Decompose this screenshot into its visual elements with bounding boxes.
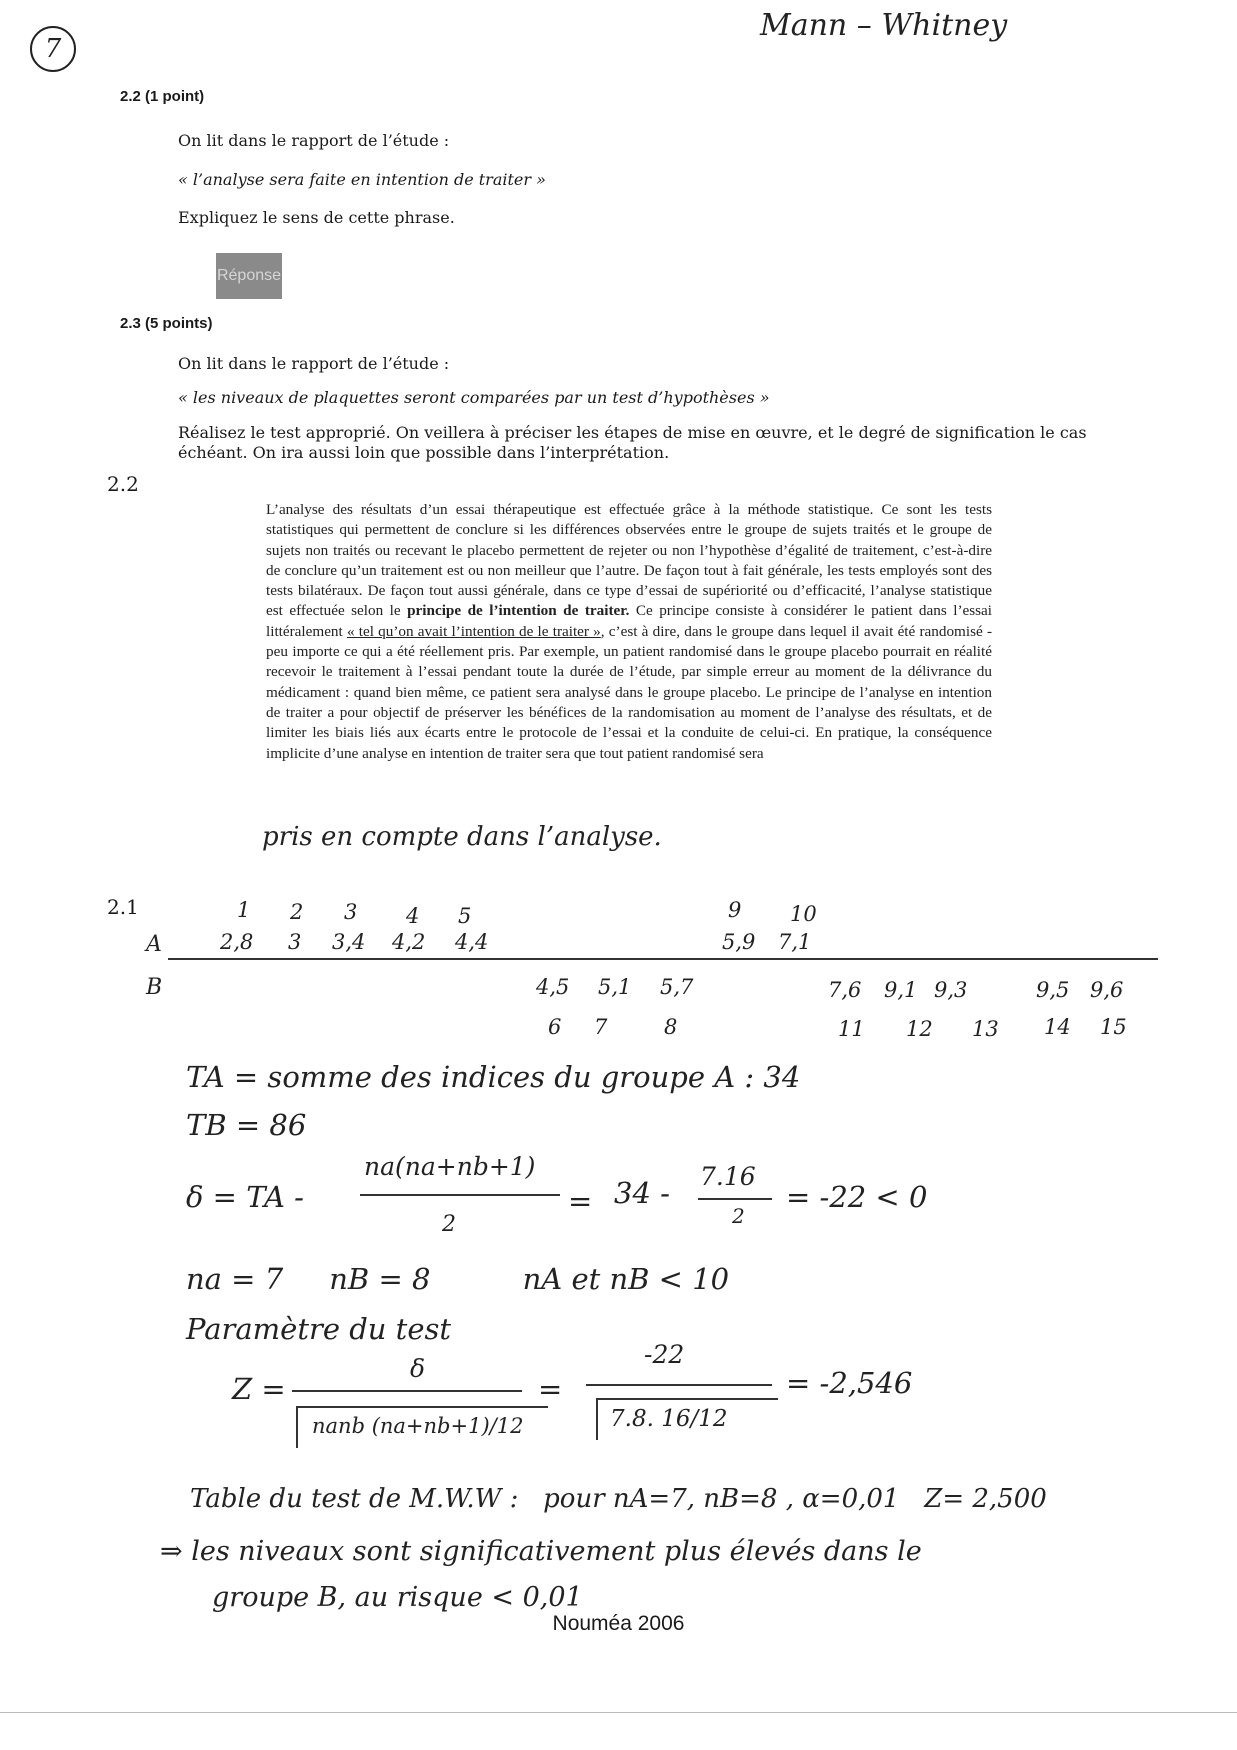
footer-location: Nouméa 2006 [552,1612,685,1635]
q23-quote: « les niveaux de plaquettes seront comparées par un test d’hypothèses » [178,388,770,407]
z-numerator: δ [410,1354,426,1383]
q23-line3b: échéant. On ira aussi loin que possible dans l’interprétation. [178,443,670,462]
z-lhs: Z = [232,1372,286,1406]
handwritten-title: Mann – Whitney [760,8,1008,43]
a-value: 3 [288,930,302,954]
a-rank: 2 [290,900,304,924]
excerpt-handwritten: pris en compte dans l’analyse. [262,822,662,852]
ta-line: TA = somme des indices du groupe A : 34 [186,1060,801,1094]
delta-lhs: δ = TA - [186,1180,304,1214]
delta-eq: = [568,1184,593,1218]
delta-denominator: 2 [442,1212,456,1237]
tb-line: TB = 86 [186,1108,307,1142]
b-rank: 7 [594,1015,608,1039]
answer22-excerpt [266,500,992,764]
a-value: 4,2 [392,930,426,954]
bottom-rule [0,1712,1237,1713]
answer-button[interactable]: Réponse [216,253,282,299]
fraction-line [360,1194,560,1196]
b-rank: 14 [1044,1015,1071,1039]
a-rank: 9 [728,898,742,922]
a-rank: 3 [344,900,358,924]
n-line: na = 7 nB = 8 nA et nB < 10 [186,1262,730,1296]
a-rank: 4 [406,904,420,928]
b-rank: 8 [664,1015,678,1039]
b-value: 7,6 [828,978,862,1002]
a-rank: 10 [790,902,817,926]
a-value: 5,9 [722,930,756,954]
a-value: 4,4 [455,930,489,954]
z-result: = -2,546 [786,1366,913,1400]
separator-line [168,958,1158,960]
a-value: 2,8 [220,930,254,954]
parameter-line: Paramètre du test [186,1312,452,1346]
page-number: 7 [30,26,76,72]
conclusion-line1: ⇒ les niveaux sont significativement plus élevés dans le [160,1536,922,1567]
answer22-label: 2.2 [107,472,139,496]
q23-heading: 2.3 (5 points) [120,315,213,332]
delta-mid-denominator: 2 [732,1204,745,1228]
q23-line3a: Réalisez le test approprié. On veillera à préciser les étapes de mise en œuvre, et le degré de signification le cas [178,423,1087,442]
b-value: 9,1 [884,978,918,1002]
conclusion-line2: groupe B, au risque < 0,01 [212,1582,583,1613]
table-line: Table du test de M.W.W : pour nA=7, nB=8 , α=0,01 Z= 2,500 [190,1484,1047,1514]
fraction-line [586,1384,772,1386]
b-value: 9,6 [1090,978,1124,1002]
z-numerator-2: -22 [644,1340,685,1369]
z-denominator: nanb (na+nb+1)/12 [312,1414,524,1438]
delta-numerator: na(na+nb+1) [364,1152,536,1181]
delta-result: = -22 < 0 [786,1180,928,1214]
delta-mid-numerator: 7.16 [700,1162,756,1191]
fraction-line [292,1390,522,1392]
z-denominator-2: 7.8. 16/12 [610,1406,728,1432]
excerpt-part1: L’analyse des résultats d’un essai thérapeutique est effectuée grâce à la méthode statistique. Ce sont les tests statistiques qui permettent de conclure si les différences observées entre le groupe de sujets traités et le groupe de sujets non traités ou recevant le placebo permettent de rejeter ou non l’hypothèse d’égalité de traitement, c’est-à-dire de conclure qu’un traitement est ou non meilleur que l’autre. De façon tout à fait générale, les tests employés sont des tests bilatéraux. De façon tout aussi générale, dans ce type d’essai de supériorité ou d’efficacité, l’analyse statistique est effectuée selon le [266,501,992,620]
b-value: 4,5 [536,975,570,999]
a-rank: 5 [458,904,472,928]
b-value: 9,3 [934,978,968,1002]
q23-line1: On lit dans le rapport de l’étude : [178,354,450,373]
excerpt-part3: , c’est à dire, dans le groupe dans lequel il avait été randomisé - peu importe ce qui a été réellement pris. Par exemple, un patient randomisé dans le groupe placebo pourrait en réalité recevoir le traitement à l’essai pendant toute la durée de l’étude, par simple erreur au moment de la délivrance du médicament : quand bien même, ce patient sera analysé dans le groupe placebo. Le principe de l’analyse en intention de traiter a pour objectif de préserver les bénéfices de la randomisation au moment de l’analyse des résultats, et de limiter les biais liés aux écarts entre le protocole de l’essai et la conduite de celui-ci. En pratique, la conséquence implicite d’une analyse en intention de traiter sera que tout patient randomisé sera [266,622,993,762]
b-rank: 12 [906,1017,933,1041]
b-rank: 15 [1100,1015,1127,1039]
a-value: 3,4 [332,930,366,954]
b-value: 9,5 [1036,978,1070,1002]
z-eq: = [538,1372,563,1406]
excerpt-part2: Ce principe consiste à considérer le patient dans l’essai littéralement [266,602,993,640]
group-b-label: B [146,975,163,1000]
q22-line1: On lit dans le rapport de l’étude : [178,131,450,150]
q22-line3: Expliquez le sens de cette phrase. [178,208,455,227]
b-rank: 13 [972,1017,999,1041]
q22-heading: 2.2 (1 point) [120,88,205,105]
b-value: 5,7 [660,975,694,999]
b-value: 5,1 [598,975,632,999]
group-a-label: A [146,932,162,957]
b-rank: 11 [838,1017,865,1041]
excerpt-bold: principe de l’intention de traiter. [407,602,630,620]
answer21-label: 2.1 [107,895,139,919]
b-rank: 6 [548,1015,562,1039]
a-rank: 1 [237,898,251,922]
excerpt-underlined: « tel qu’on avait l’intention de le traiter » [346,622,601,640]
a-value: 7,1 [778,930,812,954]
fraction-line [698,1198,772,1200]
q22-quote: « l’analyse sera faite en intention de traiter » [178,170,546,189]
delta-mid: 34 - [614,1176,670,1210]
